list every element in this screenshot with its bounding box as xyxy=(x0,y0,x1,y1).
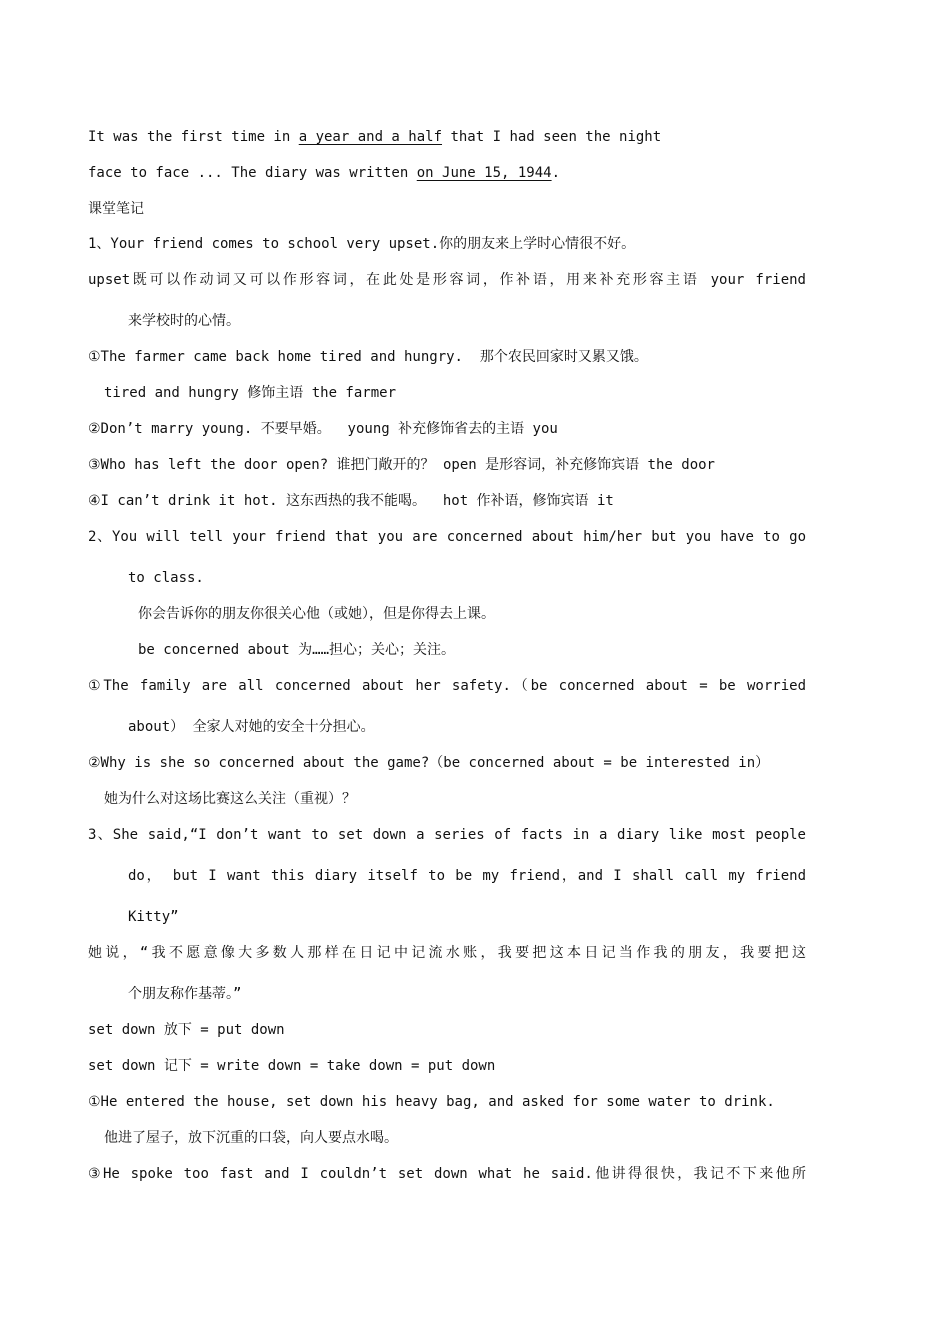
example-2-2: ②Why is she so concerned about the game?（be concerned about = be interested in） xyxy=(88,755,770,771)
section-heading: 课堂笔记 xyxy=(88,201,144,217)
note-3-title-end: Kitty” xyxy=(128,909,179,925)
note-2-title: 2、You will tell your friend that you are concerned about him/her but you have to go xyxy=(88,529,806,545)
text: It was the first time in xyxy=(88,129,299,145)
note-3-title-cont: do， but I want this diary itself to be my friend，and I shall call my friend xyxy=(128,868,806,884)
note-1-explanation: upset既可以作动词又可以作形容词，在此处是形容词，作补语，用来补充形容主语 your friend xyxy=(88,272,806,288)
text: that I had seen the night xyxy=(442,129,662,145)
phrase-set-down-2: set down 记下 = write down = take down = put down xyxy=(88,1058,496,1074)
text: face to face ... The diary was written xyxy=(88,165,417,181)
note-1-title: 1、Your friend comes to school very upset.你的朋友来上学时心情很不好。 xyxy=(88,236,636,252)
note-3-translation-cont: 个朋友称作基蒂。” xyxy=(128,986,242,1002)
example-1-3: ③Who has left the door open? 谁把门敞开的？ open 是形容词，补充修饰宾语 the door xyxy=(88,457,715,473)
note-1-explanation-cont: 来学校时的心情。 xyxy=(128,313,240,329)
note-2-title-cont: to class. xyxy=(128,570,204,586)
example-1-4: ④I can’t drink it hot. 这东西热的我不能喝。 hot 作补语，修饰宾语 it xyxy=(88,493,614,509)
phrase-set-down-1: set down 放下 = put down xyxy=(88,1022,285,1038)
example-2-1-cont: about） 全家人对她的安全十分担心。 xyxy=(128,719,375,735)
note-2-translation: 你会告诉你的朋友你很关心他（或她），但是你得去上课。 xyxy=(138,606,495,622)
example-1-1: ①The farmer came back home tired and hungry. 那个农民回家时又累又饿。 xyxy=(88,349,648,365)
note-3-translation: 她说，“我不愿意像大多数人那样在日记中记流水账，我要把这本日记当作我的朋友，我要把这 xyxy=(88,945,806,961)
example-2-2-translation: 她为什么对这场比赛这么关注（重视）？ xyxy=(104,791,356,807)
underlined-phrase: a year and a half xyxy=(298,129,443,145)
text: . xyxy=(551,165,561,181)
example-1-1-note: tired and hungry 修饰主语 the farmer xyxy=(104,385,397,401)
example-1-2: ②Don’t marry young. 不要早婚。 young 补充修饰省去的主语 you xyxy=(88,421,558,437)
example-3-1-translation: 他进了屋子，放下沉重的口袋，向人要点水喝。 xyxy=(104,1130,398,1146)
underlined-date: on June 15, 1944 xyxy=(416,165,552,181)
example-2-1: ①The family are all concerned about her safety.（be concerned about = be worried xyxy=(88,678,806,694)
note-2-phrase: be concerned about 为……担心；关心；关注。 xyxy=(138,642,456,658)
note-3-title: 3、She said,“I don’t want to set down a series of facts in a diary like most people xyxy=(88,827,806,843)
intro-line-1 xyxy=(88,127,661,147)
example-3-1: ①He entered the house, set down his heavy bag, and asked for some water to drink. xyxy=(88,1094,775,1110)
intro-line-2 xyxy=(88,163,560,183)
example-3-3: ③He spoke too fast and I couldn’t set down what he said.他讲得很快，我记不下来他所 xyxy=(88,1166,806,1182)
